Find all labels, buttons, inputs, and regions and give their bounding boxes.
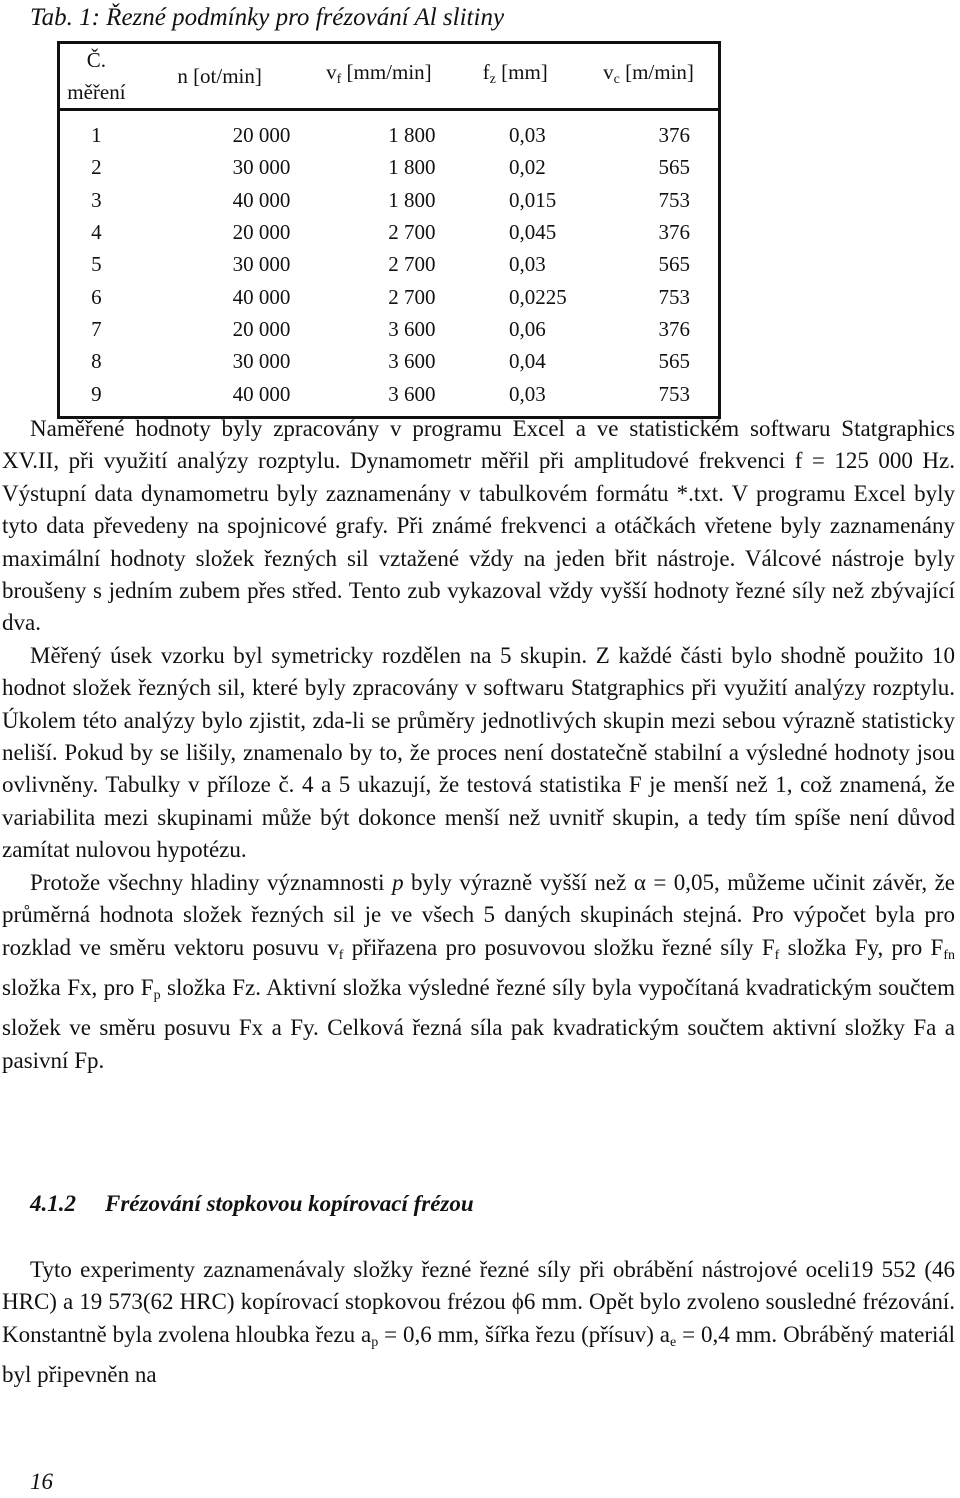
paragraph-experiments: Tyto experimenty zaznamenávaly složky řezné řezné síly při obrábění nástrojové oceli19 552 (46 HRC) a 19 573(62 HRC) kopírovací stopkovou frézou ϕ6 mm. Opět bylo zvoleno sousledné frézování. Konstantně byla zvolena hloubka řezu $a_p = 0,6$ mm, šířka řezu (přísuv) $a_e = 0,4$ mm. Obráběný materiál byl připevněn na (2, 1257, 955, 1388)
cell-n: 30 000 (232, 252, 291, 277)
cell-fz: 0,06 (509, 316, 546, 341)
paragraph-anova: Měřený úsek vzorku byl symetricky rozdělen na 5 skupin. Z každé části bylo shodně použito 10 hodnot složek řezných sil, které byly zpracovány v softwaru Statgraphics při využití analýzy rozptylu. Úkolem této analýzy bylo zjistit, zda-li se průměry jednotlivých skupin mezi sebou výrazně statisticky neliší. Pokud by se lišily, znamenalo by to, že proces není dostatečně stabilní a výsledné hodnoty jsou ovlivněny. Tabulky v příloze č. 4 a 5 ukazují, že testová statistika F je menší než 1, což znamená, že variabilita mezi skupinami může být dokonce menší než uvnitř skupin, a tedy tím spíše není důvod zamítat nulovou hypotézu. (2, 642, 955, 863)
cell-n: 40 000 (232, 381, 291, 406)
cell-fz: 0,02 (509, 155, 546, 180)
cell-id: 5 (91, 252, 102, 277)
cell-vc: 565 (658, 349, 690, 374)
cell-n: 40 000 (232, 187, 291, 212)
table-row (59, 248, 720, 280)
cell-vc: 565 (658, 252, 690, 277)
cell-id: 3 (91, 187, 102, 212)
section-title: Frézování stopkovou kopírovací frézou (105, 1191, 474, 1216)
table-row (59, 280, 720, 312)
cell-vf: 1 800 (388, 187, 436, 212)
header-fz: $f_z$ [mm] (451, 43, 579, 110)
cell-id: 6 (91, 284, 102, 309)
section-number: 4.1.2 (30, 1191, 76, 1216)
cell-vc: 753 (658, 187, 690, 212)
cell-vf: 2 700 (388, 220, 436, 245)
table-row (59, 110, 720, 152)
cell-vf: 1 800 (388, 155, 436, 180)
table-row (59, 345, 720, 377)
cell-vf: 2 700 (388, 284, 436, 309)
cell-id: 1 (91, 123, 102, 148)
cutting-conditions-table (57, 41, 721, 419)
cell-vf: 2 700 (388, 252, 436, 277)
table-row (59, 151, 720, 183)
paragraph-processing: Naměřené hodnoty byly zpracovány v programu Excel a ve statistickém softwaru Statgraphics XV.II, při využití analýzy rozptylu. Dynamometr měřil při amplitudové frekvenci f = 125 000 Hz. Výstupní data dynamometru byly zaznamenány v tabulkovém formátu *.txt. V programu Excel byly tyto data převedeny na spojnicové grafy. Při známé frekvenci a otáčkách vřetene byly zaznamenány maximální hodnoty složek řezných sil vztažené vždy na jeden břit nástroje. Válcové nástroje byly broušeny s jedním zubem přes střed. Tento zub vykazoval vždy vyšší hodnoty řezné síly než zbývající dva. (2, 416, 955, 636)
table-row (59, 184, 720, 216)
cell-vf: 3 600 (388, 349, 436, 374)
cell-n: 40 000 (232, 284, 291, 309)
cell-vc: 376 (658, 316, 690, 341)
cell-fz: 0,015 (509, 187, 557, 212)
cell-id: 4 (91, 220, 102, 245)
cell-n: 30 000 (232, 155, 291, 180)
cell-fz: 0,04 (509, 349, 546, 374)
table-header-row (59, 43, 720, 110)
cell-n: 20 000 (232, 316, 291, 341)
cell-vc: 376 (658, 123, 690, 148)
header-vc: $v_c$ [m/min] (579, 43, 719, 110)
cell-fz: 0,045 (509, 220, 557, 245)
cell-n: 30 000 (232, 349, 291, 374)
cell-id: 2 (91, 155, 102, 180)
table-row (59, 377, 720, 417)
cell-fz: 0,03 (509, 381, 546, 406)
results-text (2, 413, 955, 1077)
header-n: n [ot/min] (133, 43, 306, 110)
page-number: 16 (30, 1469, 53, 1494)
cell-id: 9 (91, 381, 102, 406)
experiment-text (2, 1254, 955, 1392)
cell-vc: 376 (658, 220, 690, 245)
cell-vf: 1 800 (388, 123, 436, 148)
cell-id: 8 (91, 349, 102, 374)
table-row (59, 216, 720, 248)
table-caption: Tab. 1: Řezné podmínky pro frézování Al slitiny (30, 4, 505, 31)
cell-id: 7 (91, 316, 102, 341)
section-heading (30, 1188, 474, 1220)
cell-fz: 0,03 (509, 252, 546, 277)
header-vf: $v_f$ [mm/min] (306, 43, 451, 110)
cell-vc: 753 (658, 284, 690, 309)
cell-n: 20 000 (232, 220, 291, 245)
cell-vc: 753 (658, 381, 690, 406)
cell-fz: 0,03 (509, 123, 546, 148)
cell-n: 20 000 (232, 123, 291, 148)
paragraph-conclusion: Protože všechny hladiny významnosti p byly výrazně vyšší než α = 0,05, můžeme učinit závěr, že průměrná hodnota složek řezných sil je ve všech 5 daných skupinách stejná. Pro výpočet byla pro rozklad ve směru vektoru posuvu $v_f$ přiřazena pro posuvovou složku řezné síly $F_f$ složka Fy, pro $F_{fn}$ složka Fx, pro $F_p$ složka Fz. Aktivní složka výsledné řezné síly byla vypočítaná kvadratickým součtem složek ve směru posuvu Fx a Fy. Celková řezná síla pak kvadratickým součtem aktivní složky Fa a pasivní Fp. (2, 869, 956, 1073)
cell-fz: 0,0225 (509, 284, 567, 309)
header-measurement: Č. měření (59, 43, 133, 110)
cell-vf: 3 600 (388, 316, 436, 341)
table-row (59, 313, 720, 345)
diameter-symbol: ϕ (511, 1289, 524, 1315)
cell-vf: 3 600 (388, 381, 436, 406)
cell-vc: 565 (658, 155, 690, 180)
